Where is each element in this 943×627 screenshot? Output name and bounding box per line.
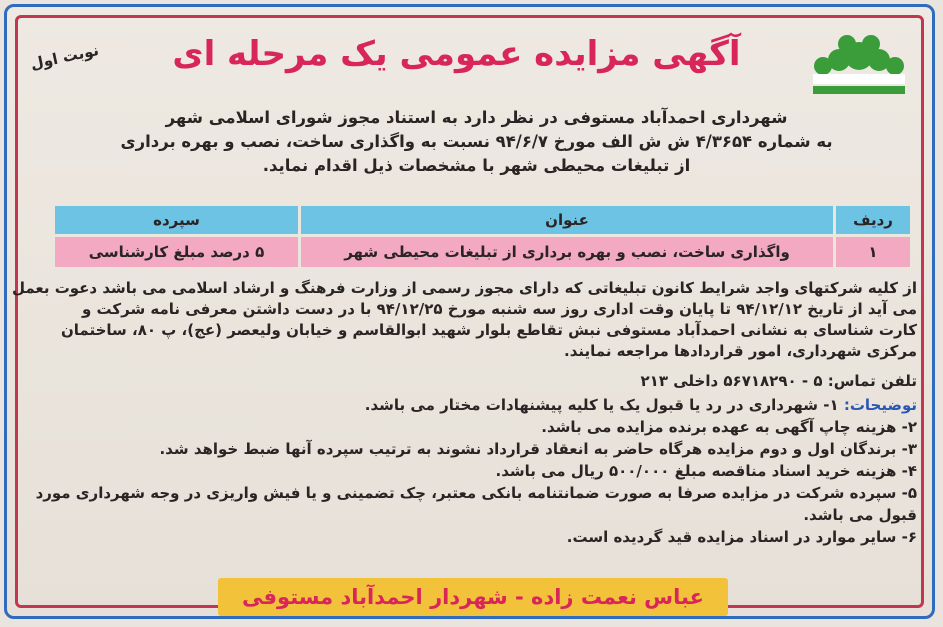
intro-line: از تبلیغات محیطی شهر با مشخصات ذیل اقدام نماید. — [262, 156, 691, 175]
note-item: ۲- هزینه چاپ آگهی به عهده برنده مزایده می باشد. — [541, 418, 917, 436]
intro-line: به شماره ۴/۳۶۵۴ ش ش الف مورخ ۹۴/۶/۷ نسبت به واگذاری ساخت، نصب و بهره برداری — [120, 132, 833, 151]
body-line: کارت شناسای به نشانی احمدآباد مستوفی نبش تقاطع بلوار شهید ابوالقاسم و خیابان ولیعصر (عج)، پ ۸۰، ساختمان — [60, 321, 917, 339]
body-line: مرکزی شهرداری، امور قراردادها مراجعه نمایند. — [564, 342, 917, 360]
page-title: آگهی مزایده عمومی یک مرحله ای — [172, 34, 741, 74]
col-header-subject: عنوان — [301, 206, 833, 234]
intro-line: شهرداری احمدآباد مستوفی در نظر دارد به استناد مجوز شورای اسلامی شهر — [165, 108, 788, 127]
col-header-row: ردیف — [836, 206, 910, 234]
municipality-logo — [799, 22, 919, 102]
body-line: از کلیه شرکتهای واجد شرایط کانون تبلیغاتی که دارای مجوز رسمی از وزارت فرهنگ و ارشاد اسلامی می باشد دعوت بعمل — [11, 279, 917, 297]
note-item: ۳- برندگان اول و دوم مزایده هرگاه حاضر به انعقاد قرارداد نشوند به ترتیب سپرده آنها ضبط خواهد شد. — [159, 440, 917, 458]
contact-phone: تلفن تماس: ۵ - ۵۶۷۱۸۲۹۰ داخلی ۲۱۳ — [640, 372, 917, 390]
cell-subject: واگذاری ساخت، نصب و بهره برداری از تبلیغات محیطی شهر — [301, 237, 833, 267]
mayor-signature: عباس نعمت زاده - شهردار احمدآباد مستوفی — [218, 578, 728, 616]
table-row — [55, 237, 910, 267]
notes-label: توضیحات: — [843, 396, 917, 414]
note-item: قبول می باشد. — [803, 506, 917, 524]
cell-deposit: ۵ درصد مبلغ کارشناسی — [55, 237, 298, 267]
intro-paragraph — [70, 106, 883, 178]
note-item: ۶- سایر موارد در اسناد مزایده قید گردیده است. — [566, 528, 917, 546]
round-note: نوبت اول — [28, 40, 101, 74]
col-header-deposit: سپرده — [55, 206, 298, 234]
invitation-paragraph — [11, 278, 917, 362]
notes-list — [30, 394, 917, 548]
table-header-row — [55, 206, 910, 234]
auction-table — [52, 203, 913, 270]
cell-row: ۱ — [836, 237, 910, 267]
note-item: ۱- شهرداری در رد یا قبول یک یا کلیه پیشنهادات مختار می باشد. — [364, 396, 839, 414]
note-item: ۴- هزینه خرید اسناد مناقصه مبلغ ۵۰۰/۰۰۰ ریال می باشد. — [495, 462, 917, 480]
note-item: ۵- سپرده شرکت در مزایده صرفا به صورت ضمانتنامه بانکی معتبر، چک تضمینی و یا فیش واریزی در وجه شهرداری مورد — [35, 484, 917, 502]
body-line: می آید از تاریخ ۹۴/۱۲/۱۲ تا پایان وقت اداری روز سه شنبه مورخ ۹۴/۱۲/۲۵ با در دست داشتن معرفی نامه شرکت و — [81, 300, 917, 318]
